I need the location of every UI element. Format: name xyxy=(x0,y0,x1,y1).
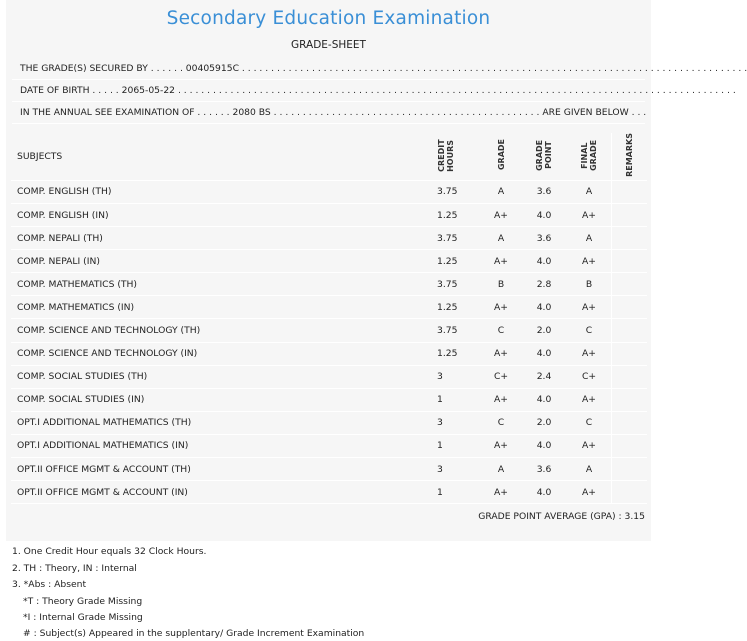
grade-cell: C+ xyxy=(481,365,521,388)
remarks-cell xyxy=(612,481,648,504)
credit-hours-cell: 1 xyxy=(431,434,481,457)
table-row xyxy=(11,388,647,411)
subject-cell: COMP. ENGLISH (TH) xyxy=(11,180,431,203)
remarks-cell xyxy=(612,388,648,411)
grade-point-cell: 2.0 xyxy=(521,411,567,434)
table-row xyxy=(11,273,647,296)
subject-cell: COMP. ENGLISH (IN) xyxy=(11,204,431,227)
remarks-cell xyxy=(612,204,648,227)
final-grade-cell: A+ xyxy=(567,204,612,227)
divider xyxy=(12,79,645,80)
final-grade-cell: A+ xyxy=(567,481,612,504)
divider xyxy=(12,123,645,124)
credit-hours-cell: 3.75 xyxy=(431,227,481,250)
final-grade-cell: A xyxy=(567,458,612,481)
final-grade-cell: A+ xyxy=(567,250,612,273)
note-item: *T : Theory Grade Missing xyxy=(23,596,143,607)
exam-line: IN THE ANNUAL SEE EXAMINATION OF . . . . . . 2080 BS . . . . . . . . . . . . . . . . . . . . . . . . . . . . . . . . . . . . . . . . . . . . . . ARE GIVEN BELOW . . . xyxy=(20,107,647,118)
grade-cell: A xyxy=(481,227,521,250)
grade-header: GRADE xyxy=(481,133,521,180)
remarks-cell xyxy=(612,180,648,203)
table-row xyxy=(11,458,647,481)
grade-point-cell: 4.0 xyxy=(521,342,567,365)
table-row xyxy=(11,481,647,504)
grade-cell: A+ xyxy=(481,296,521,319)
grade-point-cell: 2.8 xyxy=(521,273,567,296)
subject-cell: COMP. SCIENCE AND TECHNOLOGY (IN) xyxy=(11,342,431,365)
credit-hours-cell: 3 xyxy=(431,411,481,434)
credit-hours-cell: 3.75 xyxy=(431,273,481,296)
grade-cell: C xyxy=(481,411,521,434)
subject-cell: OPT.I ADDITIONAL MATHEMATICS (IN) xyxy=(11,434,431,457)
subject-cell: OPT.II OFFICE MGMT & ACCOUNT (TH) xyxy=(11,458,431,481)
table-row xyxy=(11,250,647,273)
final-grade-cell: A+ xyxy=(567,434,612,457)
table-row xyxy=(11,296,647,319)
note-item: 3. *Abs : Absent xyxy=(12,579,87,590)
credit-hours-header: CREDIT HOURS xyxy=(431,133,481,180)
final-grade-cell: C+ xyxy=(567,365,612,388)
final-grade-cell: B xyxy=(567,273,612,296)
grade-point-cell: 2.4 xyxy=(521,365,567,388)
grade-cell: A+ xyxy=(481,434,521,457)
final-grade-cell: C xyxy=(567,411,612,434)
grade-cell: A+ xyxy=(481,204,521,227)
credit-hours-cell: 1 xyxy=(431,388,481,411)
table-row xyxy=(11,204,647,227)
grade-point-cell: 4.0 xyxy=(521,296,567,319)
grade-point-header: GRADE POINT xyxy=(521,133,567,180)
remarks-cell xyxy=(612,434,648,457)
table-row xyxy=(11,434,647,457)
note-item: 2. TH : Theory, IN : Internal xyxy=(12,563,137,574)
credit-hours-cell: 3.75 xyxy=(431,180,481,203)
grade-cell: A+ xyxy=(481,388,521,411)
grade-cell: A xyxy=(481,458,521,481)
final-grade-cell: A xyxy=(567,180,612,203)
grade-cell: C xyxy=(481,319,521,342)
credit-hours-cell: 1 xyxy=(431,481,481,504)
credit-hours-cell: 1.25 xyxy=(431,204,481,227)
note-item: *I : Internal Grade Missing xyxy=(23,612,143,623)
subject-cell: COMP. MATHEMATICS (IN) xyxy=(11,296,431,319)
remarks-cell xyxy=(612,227,648,250)
table-row xyxy=(11,342,647,365)
grade-cell: B xyxy=(481,273,521,296)
subject-cell: COMP. SCIENCE AND TECHNOLOGY (TH) xyxy=(11,319,431,342)
remarks-cell xyxy=(612,342,648,365)
final-grade-cell: A+ xyxy=(567,388,612,411)
remarks-cell xyxy=(612,458,648,481)
final-grade-cell: A+ xyxy=(567,342,612,365)
credit-hours-cell: 1.25 xyxy=(431,342,481,365)
final-grade-cell: C xyxy=(567,319,612,342)
date-of-birth-line: DATE OF BIRTH . . . . . 2065-05-22 . . . . . . . . . . . . . . . . . . . . . . . . . . . . . . . . . . . . . . . . . . . . . . . . . . . . . . . . . . . . . . . . . . . . . . . . . . . . . . . . . . . . . . . . . . . . . . . . xyxy=(20,85,736,96)
remarks-cell xyxy=(612,319,648,342)
credit-hours-cell: 3 xyxy=(431,365,481,388)
credit-hours-cell: 1.25 xyxy=(431,296,481,319)
divider xyxy=(12,101,645,102)
credit-hours-cell: 3 xyxy=(431,458,481,481)
grade-sheet-label: GRADE-SHEET xyxy=(291,39,366,51)
subjects-header: SUBJECTS xyxy=(11,133,431,180)
note-item: 1. One Credit Hour equals 32 Clock Hours. xyxy=(12,546,207,557)
remarks-cell xyxy=(612,296,648,319)
grade-point-cell: 4.0 xyxy=(521,204,567,227)
grade-cell: A+ xyxy=(481,250,521,273)
remarks-cell xyxy=(612,411,648,434)
note-item: # : Subject(s) Appeared in the supplentary/ Grade Increment Examination xyxy=(23,628,365,639)
grade-point-cell: 4.0 xyxy=(521,250,567,273)
remarks-cell xyxy=(612,273,648,296)
subject-cell: OPT.I ADDITIONAL MATHEMATICS (TH) xyxy=(11,411,431,434)
grade-cell: A xyxy=(481,180,521,203)
final-grade-cell: A xyxy=(567,227,612,250)
gpa-summary: GRADE POINT AVERAGE (GPA) : 3.15 xyxy=(478,511,645,522)
subject-cell: COMP. SOCIAL STUDIES (TH) xyxy=(11,365,431,388)
grade-cell: A+ xyxy=(481,342,521,365)
grades-table-body xyxy=(11,180,647,503)
remarks-cell xyxy=(612,250,648,273)
remarks-header: REMARKS xyxy=(612,133,648,180)
subject-cell: COMP. MATHEMATICS (TH) xyxy=(11,273,431,296)
table-row xyxy=(11,411,647,434)
subject-cell: COMP. NEPALI (TH) xyxy=(11,227,431,250)
final-grade-header: FINAL GRADE xyxy=(567,133,612,180)
table-row xyxy=(11,227,647,250)
subject-cell: COMP. SOCIAL STUDIES (IN) xyxy=(11,388,431,411)
subject-cell: OPT.II OFFICE MGMT & ACCOUNT (IN) xyxy=(11,481,431,504)
secured-by-line: THE GRADE(S) SECURED BY . . . . . . 00405915C . . . . . . . . . . . . . . . . . . . . . . . . . . . . . . . . . . . . . . . . . . . . . . . . . . . . . . . . . . . . . . . . . . . . . . . . . . . . . . . . . . . . . . . xyxy=(20,63,747,74)
notes-section xyxy=(0,541,651,641)
table-row xyxy=(11,365,647,388)
grade-point-cell: 2.0 xyxy=(521,319,567,342)
exam-title: Secondary Education Examination xyxy=(166,8,491,29)
final-grade-cell: A+ xyxy=(567,296,612,319)
remarks-cell xyxy=(612,365,648,388)
grade-point-cell: 4.0 xyxy=(521,388,567,411)
table-header-row xyxy=(11,133,647,180)
grade-point-cell: 4.0 xyxy=(521,481,567,504)
table-row xyxy=(11,319,647,342)
grade-point-cell: 3.6 xyxy=(521,180,567,203)
table-row xyxy=(11,180,647,203)
credit-hours-cell: 3.75 xyxy=(431,319,481,342)
grade-point-cell: 4.0 xyxy=(521,434,567,457)
subject-cell: COMP. NEPALI (IN) xyxy=(11,250,431,273)
grade-point-cell: 3.6 xyxy=(521,458,567,481)
grades-table xyxy=(11,133,647,504)
grade-point-cell: 3.6 xyxy=(521,227,567,250)
credit-hours-cell: 1.25 xyxy=(431,250,481,273)
grade-cell: A+ xyxy=(481,481,521,504)
